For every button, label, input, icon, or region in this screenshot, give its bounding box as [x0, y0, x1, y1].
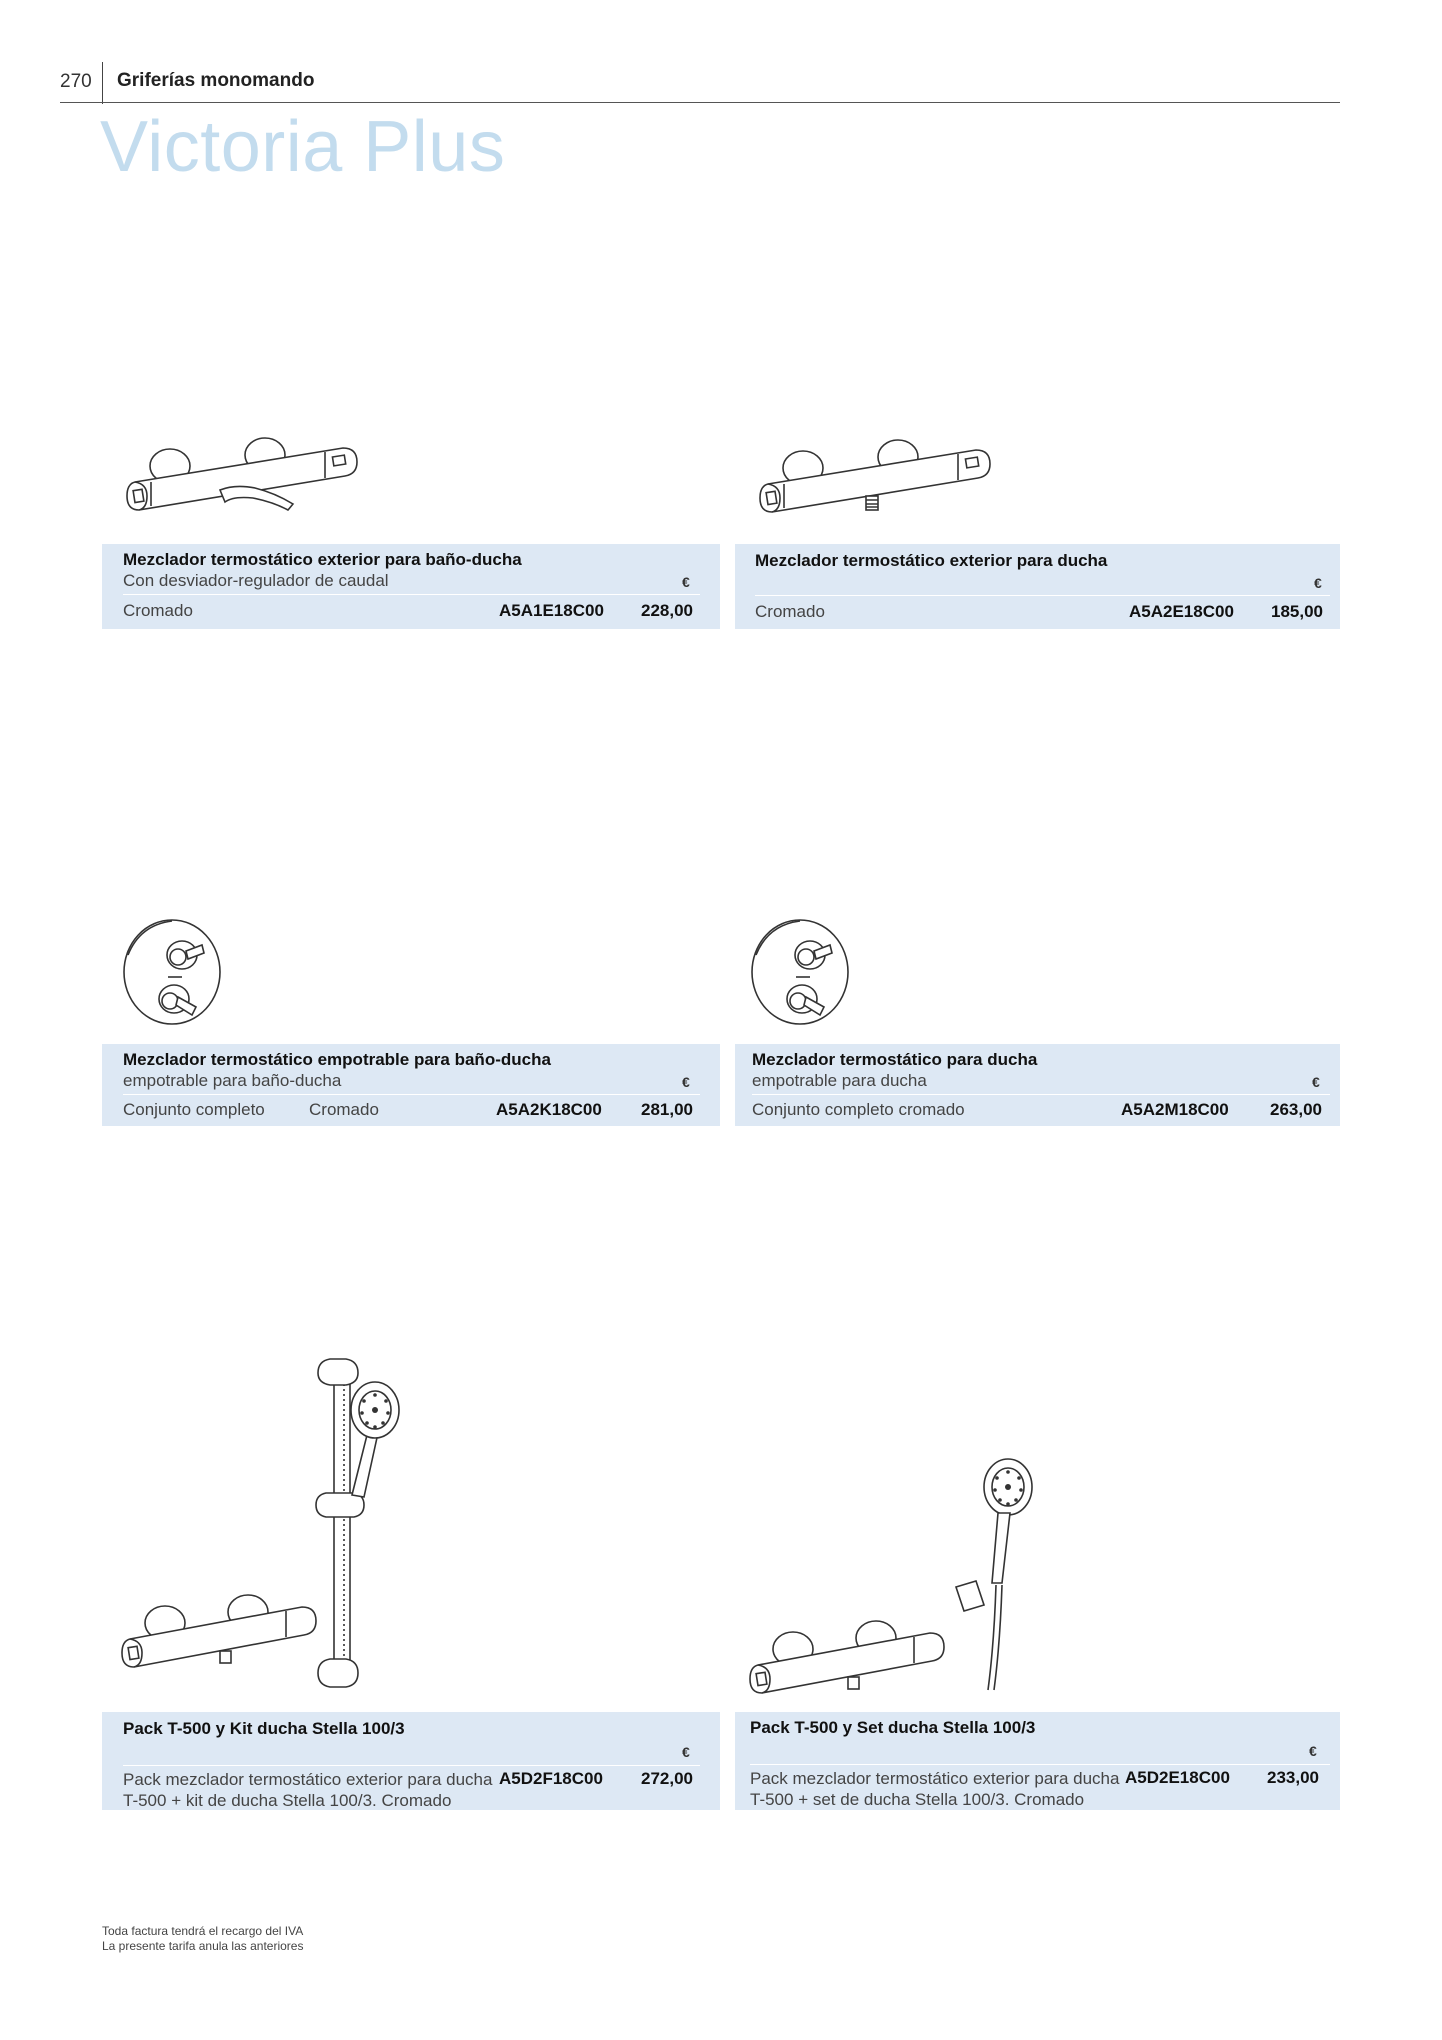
pack-set-shower-illustration	[748, 1455, 1048, 1695]
finish-label: Cromado	[755, 602, 825, 621]
product-card	[735, 1712, 1340, 1810]
product-name: Mezclador termostático exterior para baño-ducha	[123, 550, 522, 569]
product-price: 233,00	[1267, 1768, 1319, 1787]
currency-label: €	[1314, 575, 1322, 591]
bath-shower-mixer-illustration	[125, 438, 365, 518]
finish-label: Cromado	[309, 1100, 379, 1119]
page-number: 270	[60, 71, 92, 92]
product-code: A5A1E18C00	[499, 601, 604, 620]
builtin-shower-mixer-illustration	[748, 915, 858, 1030]
product-card	[735, 544, 1340, 629]
footer-note: Toda factura tendrá el recargo del IVA	[102, 1924, 304, 1938]
row-separator	[123, 1765, 700, 1766]
row-separator	[755, 595, 1330, 596]
product-name: Mezclador termostático exterior para ducha	[755, 551, 1108, 570]
product-price: 281,00	[641, 1100, 693, 1119]
product-code: A5A2K18C00	[496, 1100, 602, 1119]
product-card	[735, 1044, 1340, 1126]
product-name: Mezclador termostático empotrable para baño-ducha	[123, 1050, 551, 1069]
product-card	[102, 544, 720, 629]
product-code: A5D2E18C00	[1125, 1768, 1230, 1787]
header-rule	[60, 102, 1340, 103]
product-price: 228,00	[641, 601, 693, 620]
product-subtitle: empotrable para ducha	[752, 1071, 927, 1090]
currency-label: €	[1312, 1074, 1320, 1090]
row-separator	[123, 594, 700, 595]
footer-note: La presente tarifa anula las anteriores	[102, 1939, 304, 1953]
builtin-bath-shower-mixer-illustration	[120, 915, 230, 1030]
currency-label: €	[682, 1744, 690, 1760]
set-label: Conjunto completo	[123, 1100, 265, 1119]
product-description-line: T-500 + set de ducha Stella 100/3. Cromado	[750, 1790, 1085, 1809]
product-code: A5A2M18C00	[1121, 1100, 1229, 1119]
currency-label: €	[682, 574, 690, 590]
product-name: Pack T-500 y Kit ducha Stella 100/3	[123, 1719, 405, 1738]
row-separator	[752, 1094, 1330, 1095]
page-title: Victoria Plus	[100, 107, 506, 187]
row-separator	[123, 1094, 700, 1095]
product-subtitle: empotrable para baño-ducha	[123, 1071, 342, 1090]
product-subtitle: Con desviador-regulador de caudal	[123, 571, 389, 590]
product-price: 185,00	[1271, 602, 1323, 621]
product-name: Pack T-500 y Set ducha Stella 100/3	[750, 1718, 1036, 1737]
currency-label: €	[682, 1074, 690, 1090]
pack-kit-shower-illustration	[120, 1355, 410, 1695]
product-price: 263,00	[1270, 1100, 1322, 1119]
product-description-line: Pack mezclador termostático exterior para ducha	[750, 1769, 1120, 1788]
product-description-line: Pack mezclador termostático exterior para ducha	[123, 1770, 493, 1789]
product-code: A5A2E18C00	[1129, 602, 1234, 621]
section-title: Griferías monomando	[117, 70, 315, 91]
product-card	[102, 1712, 720, 1810]
header-divider	[102, 62, 103, 104]
product-code: A5D2F18C00	[499, 1769, 603, 1788]
finish-label: Cromado	[123, 601, 193, 620]
set-label: Conjunto completo cromado	[752, 1100, 965, 1119]
row-separator	[750, 1764, 1330, 1765]
product-price: 272,00	[641, 1769, 693, 1788]
product-name: Mezclador termostático para ducha	[752, 1050, 1038, 1069]
shower-mixer-illustration	[758, 440, 998, 520]
currency-label: €	[1309, 1743, 1317, 1759]
product-description-line: T-500 + kit de ducha Stella 100/3. Cromado	[123, 1791, 452, 1810]
product-card	[102, 1044, 720, 1126]
